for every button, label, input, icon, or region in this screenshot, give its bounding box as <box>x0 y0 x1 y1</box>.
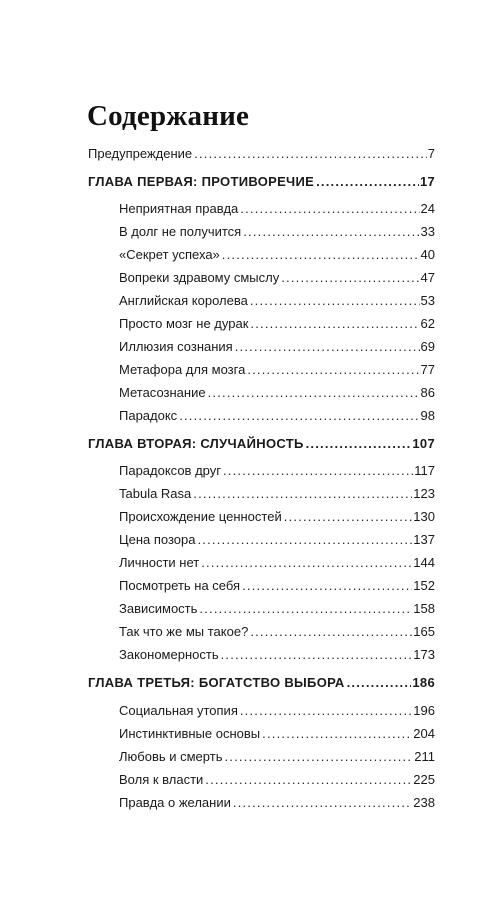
toc-entry-label: Метасознание <box>119 385 206 400</box>
toc-chapter-entry <box>88 434 435 454</box>
dot-leader <box>194 144 427 164</box>
page-title: Содержание <box>87 100 250 132</box>
toc-entry-label: Вопреки здравому смыслу <box>119 270 280 285</box>
dot-leader <box>240 199 419 219</box>
toc-entry-label: Предупреждение <box>88 146 193 161</box>
toc-entry-page-number: 204 <box>413 726 435 741</box>
toc-entry <box>119 507 435 527</box>
toc-entry-page-number: 152 <box>413 578 435 593</box>
dot-leader <box>201 553 412 573</box>
toc-entry <box>119 268 435 288</box>
toc-entry <box>119 599 435 619</box>
toc-entry-label: Воля к власти <box>119 772 204 787</box>
toc-entry <box>119 530 435 550</box>
dot-leader <box>179 406 419 426</box>
toc-entry-label: Английская королева <box>119 293 248 308</box>
toc-entry-page-number: 123 <box>413 486 435 501</box>
toc-entry-page-number: 238 <box>413 795 435 810</box>
toc-entry <box>119 701 435 721</box>
toc-entry <box>119 770 435 790</box>
toc-entry-label: Парадокс <box>119 408 178 423</box>
toc-entry-page-number: 173 <box>413 647 435 662</box>
dot-leader <box>250 291 420 311</box>
dot-leader <box>235 337 420 357</box>
toc-entry-label: Социальная утопия <box>119 703 238 718</box>
dot-leader <box>193 484 412 504</box>
toc-entry <box>119 645 435 665</box>
toc-entry-page-number: 144 <box>413 555 435 570</box>
toc-chapter-entry <box>88 673 435 693</box>
toc-entry-label: Закономерность <box>119 647 219 662</box>
toc-entry <box>119 553 435 573</box>
toc-entry-page-number: 33 <box>420 224 435 239</box>
dot-leader <box>316 172 419 192</box>
toc-entry-label: Иллюзия сознания <box>119 339 233 354</box>
dot-leader <box>250 622 412 642</box>
toc-entry-label: Посмотреть на себя <box>119 578 241 593</box>
toc-entry-page-number: 7 <box>427 146 435 161</box>
dot-leader <box>306 434 412 454</box>
dot-leader <box>205 770 412 790</box>
toc-entry <box>119 314 435 334</box>
toc-entry <box>88 144 435 164</box>
toc-entry <box>119 291 435 311</box>
toc-entry <box>119 406 435 426</box>
toc-entry-page-number: 107 <box>412 436 435 451</box>
toc-entry-label: В долг не получится <box>119 224 242 239</box>
toc-chapter-entry <box>88 172 435 192</box>
toc-entry <box>119 724 435 744</box>
toc-entry-label: Личности нет <box>119 555 200 570</box>
toc-entry-label: Так что же мы такое? <box>119 624 249 639</box>
toc-entry-page-number: 47 <box>420 270 435 285</box>
dot-leader <box>222 245 420 265</box>
dot-leader <box>284 507 413 527</box>
toc-entry <box>119 360 435 380</box>
dot-leader <box>281 268 419 288</box>
toc-entry-page-number: 62 <box>420 316 435 331</box>
toc-entry-label: Метафора для мозга <box>119 362 246 377</box>
toc-entry-label: Просто мозг не дурак <box>119 316 249 331</box>
toc-entry-label: ГЛАВА ВТОРАЯ: СЛУЧАЙНОСТЬ <box>88 436 304 451</box>
toc-entry-label: Зависимость <box>119 601 198 616</box>
dot-leader <box>242 576 412 596</box>
toc-entry-page-number: 98 <box>420 408 435 423</box>
toc-entry <box>119 245 435 265</box>
toc-entry-label: Инстинктивные основы <box>119 726 261 741</box>
toc-entry-label: Правда о желании <box>119 795 231 810</box>
toc-entry <box>119 576 435 596</box>
dot-leader <box>233 793 412 813</box>
dot-leader <box>224 747 413 767</box>
toc-entry <box>119 337 435 357</box>
toc-entry-label: Цена позора <box>119 532 196 547</box>
toc-entry-page-number: 158 <box>413 601 435 616</box>
toc-entry <box>119 222 435 242</box>
toc-entry-page-number: 77 <box>420 362 435 377</box>
toc-entry-page-number: 117 <box>414 463 435 478</box>
toc-entry-page-number: 17 <box>419 174 435 189</box>
toc-entry-page-number: 225 <box>413 772 435 787</box>
dot-leader <box>347 673 412 693</box>
toc-entry <box>119 622 435 642</box>
toc-entry-page-number: 165 <box>413 624 435 639</box>
toc-entry-label: Tabula Rasa <box>119 486 192 501</box>
toc-entry-label: Любовь и смерть <box>119 749 223 764</box>
toc-entry-label: Происхождение ценностей <box>119 509 282 524</box>
toc-entry <box>119 199 435 219</box>
dot-leader <box>198 530 413 550</box>
dot-leader <box>221 645 413 665</box>
toc-entry-page-number: 69 <box>420 339 435 354</box>
toc-entry <box>119 484 435 504</box>
toc-entry-page-number: 137 <box>413 532 435 547</box>
toc-entry-label: ГЛАВА ТРЕТЬЯ: БОГАТСТВО ВЫБОРА <box>88 675 345 690</box>
toc-entry <box>119 461 435 481</box>
toc-entry-label: ГЛАВА ПЕРВАЯ: ПРОТИВОРЕЧИЕ <box>88 174 315 189</box>
dot-leader <box>243 222 419 242</box>
toc-entry <box>119 383 435 403</box>
toc-entry-label: Неприятная правда <box>119 201 239 216</box>
dot-leader <box>262 724 412 744</box>
dot-leader <box>250 314 419 334</box>
toc-entry-page-number: 86 <box>420 385 435 400</box>
toc-entry <box>119 747 435 767</box>
toc-entry-page-number: 24 <box>420 201 435 216</box>
dot-leader <box>199 599 412 619</box>
toc-entry-page-number: 196 <box>413 703 435 718</box>
toc-entry-label: Парадоксов друг <box>119 463 221 478</box>
dot-leader <box>223 461 413 481</box>
toc-entry <box>119 793 435 813</box>
dot-leader <box>208 383 420 403</box>
toc-entry-page-number: 211 <box>414 749 435 764</box>
toc-entry-page-number: 53 <box>420 293 435 308</box>
dot-leader <box>240 701 412 721</box>
toc-entry-page-number: 186 <box>412 675 435 690</box>
toc-entry-page-number: 40 <box>420 247 435 262</box>
toc-entry-page-number: 130 <box>413 509 435 524</box>
toc-entry-label: «Секрет успеха» <box>119 247 220 262</box>
dot-leader <box>247 360 419 380</box>
